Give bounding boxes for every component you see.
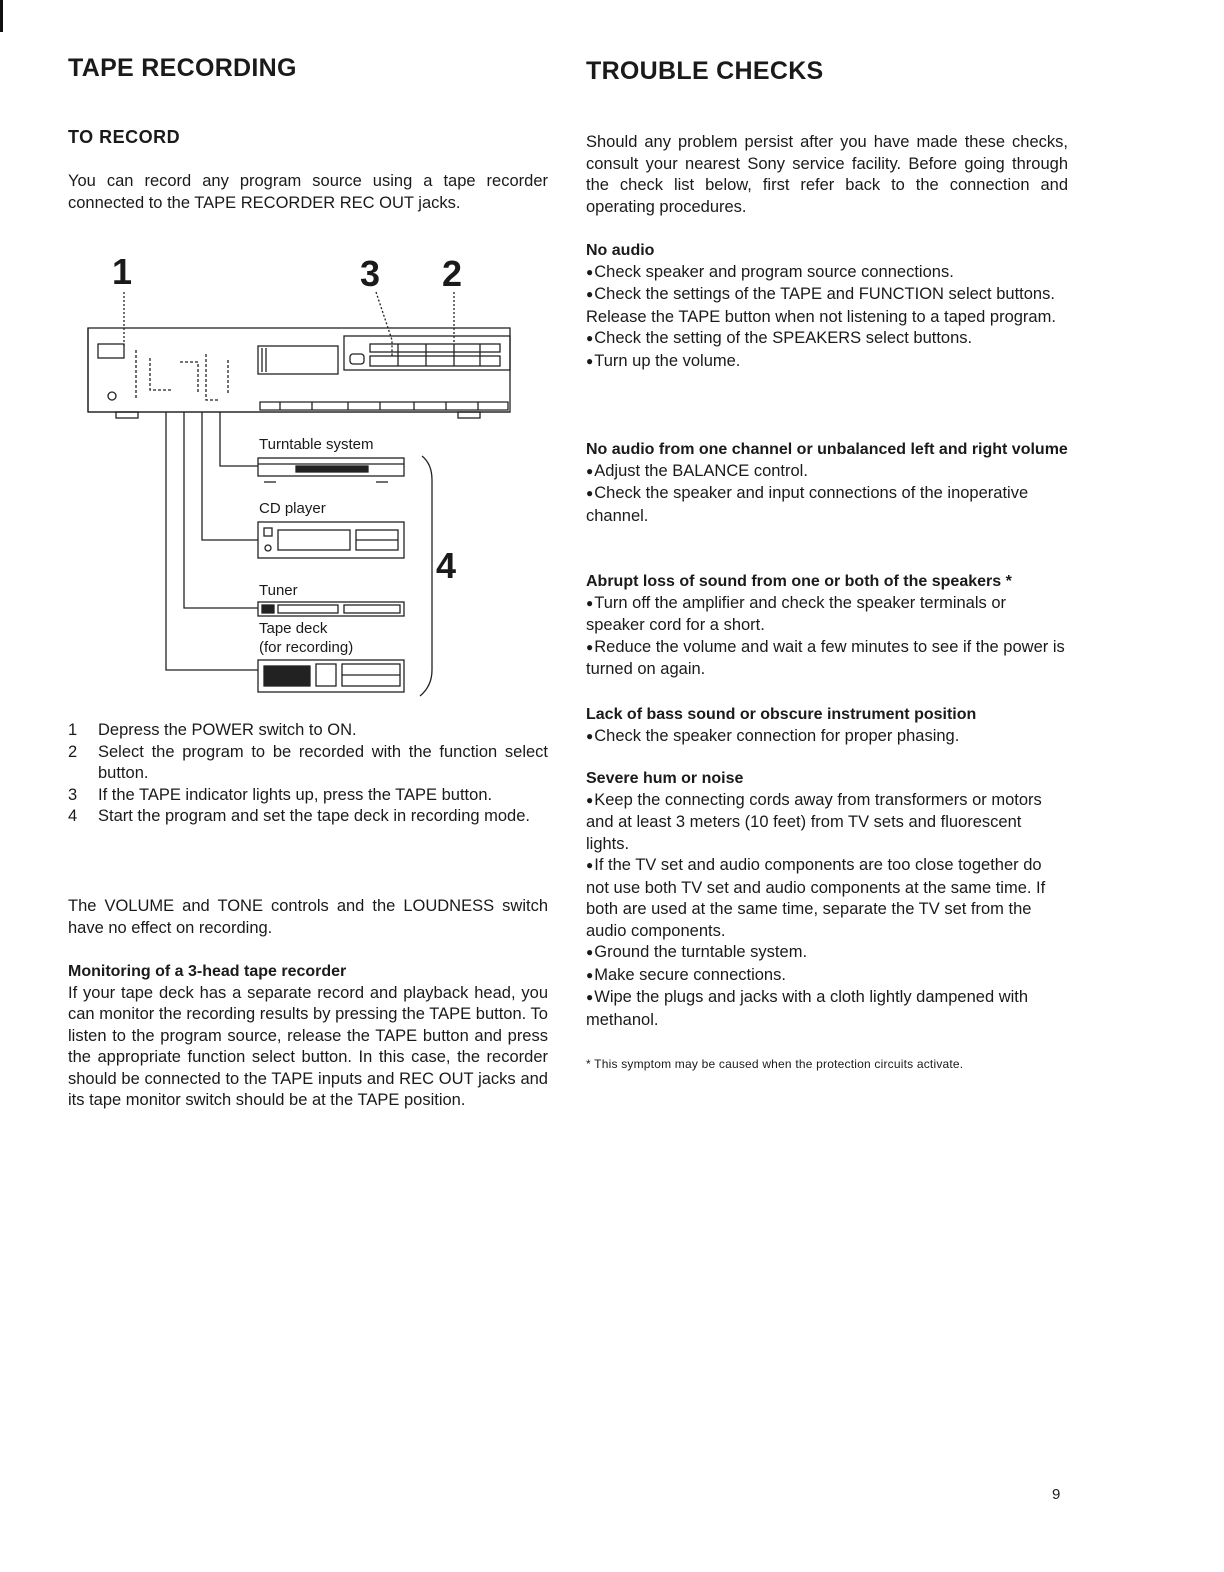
bass-title: Lack of bass sound or obscure instrument position [586,706,977,723]
to-record-subheading: TO RECORD [68,127,181,147]
abrupt-loss-section [586,571,1068,681]
bass-section [586,704,1068,748]
hum-check-2: ● If the TV set and audio components are too close together do not use both TV set and audio components at the same time. If both are used at the same time, separate the TV set from the audio components. [586,855,1068,942]
monitoring-text: If your tape deck has a separate record and playback head, you can monitor the recording results by pressing the TAPE button. To listen to the program source, release the TAPE button and press the appropriate function select button. In this case, the recorder should be connected to the TAPE inputs and REC OUT jacks and its tape monitor switch should be at the TAPE position. [68,983,548,1109]
no-audio-check-2: ● Check the settings of the TAPE and FUNCTION select buttons. [586,284,1068,307]
label-tuner: Tuner [259,582,298,599]
one-channel-title: No audio from one channel or unbalanced left and right volume [586,441,1068,458]
hum-check-4: ● Make secure connections. [586,965,1068,988]
step-1 [68,720,548,742]
no-audio-check-5: ● Turn up the volume. [586,351,1068,374]
label-cd-player: CD player [259,500,326,517]
page-edge-mark [0,0,3,32]
bass-check-1: ● Check the speaker connection for proper phasing. [586,726,1068,749]
step-3 [68,785,548,807]
label-tape-deck: Tape deck [259,620,328,637]
step-text: Start the program and set the tape deck in recording mode. [98,807,530,825]
no-audio-check-1: ● Check speaker and program source connections. [586,262,1068,285]
callout-4: 4 [436,545,457,586]
callout-3: 3 [360,253,381,294]
abrupt-loss-title: Abrupt loss of sound from one or both of the speakers * [586,573,1012,590]
step-number: 1 [68,721,78,739]
monitoring-section [68,961,548,1112]
tape-recording-heading: TAPE RECORDING [68,54,297,82]
step-text: If the TAPE indicator lights up, press the TAPE button. [98,785,493,804]
step-text: Select the program to be recorded with the function select button. [98,742,548,782]
step-2 [68,742,548,785]
hum-check-5: ● Wipe the plugs and jacks with a cloth lightly dampened with methanol. [586,987,1068,1031]
abrupt-loss-check-1: ● Turn off the amplifier and check the speaker terminals or speaker cord for a short. [586,593,1068,637]
controls-note: The VOLUME and TONE controls and the LOUDNESS switch have no effect on recording. [68,897,548,937]
no-audio-check-4: ● Check the setting of the SPEAKERS select buttons. [586,328,1068,351]
label-turntable-system: Turntable system [259,436,374,453]
page-number: 9 [1052,1486,1061,1503]
trouble-checks-heading: TROUBLE CHECKS [586,57,824,85]
hum-title: Severe hum or noise [586,770,744,787]
no-audio-check-3: Release the TAPE button when not listening to a taped program. [586,307,1056,326]
callout-2: 2 [442,253,463,294]
step-4 [68,806,548,828]
callout-1: 1 [112,251,133,292]
step-number: 2 [68,742,78,761]
hum-check-3: ● Ground the turntable system. [586,942,1068,965]
step-number: 4 [68,807,78,825]
hum-check-1: ● Keep the connecting cords away from transformers or motors and at least 3 meters (10 feet) from TV sets and fluorescent lights. [586,790,1068,856]
no-audio-title: No audio [586,242,655,259]
monitoring-heading: Monitoring of a 3-head tape recorder [68,963,347,980]
connection-diagram [80,250,540,700]
one-channel-section [586,439,1068,527]
no-audio-section [586,240,1068,373]
label-for-recording: (for recording) [259,639,354,656]
step-text: Depress the POWER switch to ON. [98,721,357,739]
abrupt-loss-check-2: ● Reduce the volume and wait a few minutes to see if the power is turned on again. [586,637,1068,681]
footnote: * This symptom may be caused when the protection circuits activate. [586,1057,964,1071]
step-number: 3 [68,785,78,804]
hum-section [586,768,1068,1031]
recording-steps [68,720,548,828]
to-record-intro: You can record any program source using a tape recorder connected to the TAPE RECORDER REC OUT jacks. [68,172,548,212]
one-channel-check-1: ● Adjust the BALANCE control. [586,461,1068,484]
trouble-intro: Should any problem persist after you have made these checks, consult your nearest Sony service facility. Before going through the check list below, first refer back to the connection and operating procedures. [586,133,1068,216]
one-channel-check-2: ● Check the speaker and input connections of the inoperative channel. [586,483,1068,527]
